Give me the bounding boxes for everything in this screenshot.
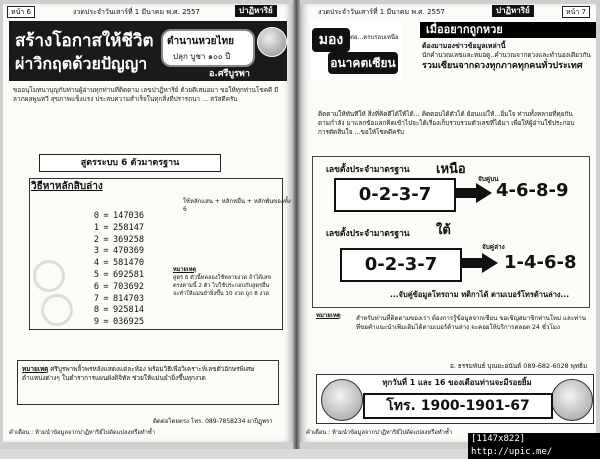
number-row: 9 = 036925 [93,317,145,328]
left-bottom-box [17,360,279,405]
trail-text: ...จับคู่ข้อมูลโทรถาม ทดิกาได้ ตามเบอร์โทรด้านล่าง... [390,290,570,299]
right-page [300,4,596,442]
avatar [321,379,363,421]
formula-label: สูตรระบบ 6 ตัวมาตรฐาน [39,154,221,172]
left-note-text: สูตร 6 ตัวนี้ทดลองใช้หลายงวด ถ้าได้เลขตรงตามนี้ 2 ตัว ไปใช้ประกอบกับสูตรอื่น จะทำให้แม่นยำยิ่งขึ้น 10 งวด ถูก 8 งวด [173,275,272,297]
number-row: 7 = 814703 [93,293,145,304]
hotline-box [316,374,594,424]
number-row: 5 = 692581 [93,269,145,280]
number-row: 1 = 258147 [93,222,145,233]
right-logo: ปาฏิหาริย์ [492,5,534,17]
right-footer: คำเตือน : ห้ามนำข้อมูลจากปาฏิหาริย์ไปดัดแปลงหรือทำซ้ำ [306,430,453,436]
number-row: 3 = 470369 [93,246,145,257]
right-note: สำหรับท่านที่ติดตามของเรา ต้องการรู้ข้อมูลจากเซียน ขอเชิญสมาชิกท่านใหม่ และท่านที่ขอคำแนะนำเพิ่มเติมได้ตามเบอร์ด้านล่าง จะคอยให้บริการตลอด 24 ชั่วโมง [356,315,586,331]
arrow-tail [456,188,478,198]
lower-result: 1-4-6-8 [504,252,577,273]
amulet-icon [257,27,287,57]
number-row: 2 = 369258 [93,234,145,245]
arrow-tail [462,258,484,268]
spine [293,0,300,449]
upper-numbers: 0-2-3-7 [334,178,456,212]
brand-small: ต่อ...ครบรอบเหนือ [350,34,399,41]
left-intro: ขออนุโมทนาบุญกับท่านผู้อ่านทุกท่านที่ติดตาม เลขปาฏิหาริย์ ด้วยดีเสมอมา ขอให้ทุกท่านโชคดี มีลาภผลพูนทวี สุขภาพแข็งแรง ประสบความสำเร็จในทุกสิ่งที่ปรารถนา ... สวัสดีครับ [13,86,279,103]
upper-result: 4-6-8-9 [496,180,569,201]
banner-author: อ.ศรีบูรพา [209,69,250,79]
banner-line-1: สร้างโอกาสให้ชีวิต [15,31,154,51]
right-page-number: หน้า 7 [562,6,590,18]
badge-title: ตำนานหวยไทย [167,36,234,47]
left-note-title: หมายเหตุ [173,267,197,273]
header-line-2: นักคำนวณเลขและหมอดู..คำนวณจากดวงและทำนองเดียวกัน [422,51,591,59]
upper-label: เลขตั้งประจำมาตรฐาน [326,165,410,175]
number-row: 6 = 703692 [93,281,145,292]
number-row: 0 = 147036 [93,211,145,221]
banner-line-2: ผ่าวิกฤตด้วยปัญญา [15,54,148,73]
right-intro: ติดตามให้ทันทีให้ สิ่งที่คิดดีได้ให้ได้... คิดตอบได้ตัวได้ ย้อนแม่ให้...อิ่มใจ ท่านทั้งหลายที่คุยกันตามกำลัง มาแลกข้อแลกคิดเข้าไปจะได้เรื่องเก็บรวบรวมตัวเลขที่ได้มา เพื่อให้ผู้อ่านใช้ประกอบการตัดสินใจ ...ขอให้โชคดีครับ [318,110,575,136]
right-issue-line: งวดประจำวันเสาร์ที่ 1 มีนาคม พ.ศ. 2557 [318,8,445,16]
bottom-note-text: ศรีบูรพาพลิ้วพรหลังแสดงแต่ละห้อง พร้อมวิธีเพื่อวิเคราะห์เลขตัวอักษรพิเศษตำแหน่งต่างๆ ในตำราการแผนผังดิจิทัล ช่วยให้แม่นยำยิ่งขึ้นทุกงวด [22,365,255,382]
arrow-right-icon [482,253,498,273]
right-author: อ. ธรรมพันธ์ บุณยะอนันต์ 089-682-6028 พุทธิม [450,362,588,370]
left-issue-line: งวดประจำวันเสาร์ที่ 1 มีนาคม พ.ศ. 2557 [73,8,200,16]
left-banner [9,21,287,81]
table-header: ใช้หลักแสน + หลักหมื่น + หลักพันของทั้ง 6 [183,198,291,213]
left-page [3,4,293,442]
number-row: 4 = 581470 [93,258,145,269]
lower-pair-label: จับคู่ล่าง [482,243,505,251]
left-note [173,266,273,298]
hotline-number: โทร. 1900-1901-67 [363,393,553,419]
right-title: เมื่ออยากถูกหวย [420,22,596,38]
left-contact: ติดต่อโดยตรง โทร. 089-7858234 ผาปีฏูพรา [153,418,273,425]
watermark: [1147x822] http://upic.me/ [468,433,600,459]
number-row: 8 = 925814 [93,305,145,316]
lower-numbers: 0-2-3-7 [340,248,462,282]
brand-bottom: อนาคตเซียน [328,52,398,74]
left-logo: ปาฏิหาริย์ [235,5,277,17]
lower-label: เลขตั้งประจำมาตรฐาน [326,229,410,239]
brand-top: มอง [312,28,350,52]
right-note-head: หมายเหตุ [316,312,341,319]
arrow-right-icon [476,183,492,203]
banner-badge [161,29,255,67]
hotline-message: ทุกวันที่ 1 และ 16 ของเดือนท่านจะมีรอยยิ้ม [382,378,532,387]
header-slogan: รวมเซียนจากดวงทุกภาคทุกคนทั่วประเทศ [422,61,583,71]
right-header-lines [422,42,592,71]
header-line-1: ต้องมามองข่าวข้อมูลเหล่านี้ [422,42,506,50]
left-page-number: หน้า 6 [7,6,35,18]
upper-pair-label: จับคู่บน [478,175,499,183]
badge-sub: ปลุก บูชา ๑๐๐ ปี [173,52,231,61]
upper-emph: เหนือ [436,162,466,177]
lower-emph: ใต้ [436,223,451,238]
method-title: วิธีหาหลักสิบล่าง [31,181,103,192]
brand-logo [310,22,402,80]
decorative-circle [33,260,65,292]
number-list [81,211,144,329]
avatar [551,379,593,421]
bottom-note-title: หมายเหตุ [22,365,49,373]
left-footer: คำเตือน : ห้ามนำข้อมูลจากปาฏิหาริย์ไปดัดแปลงหรือทำซ้ำ [9,430,156,436]
decorative-circle [41,294,73,326]
